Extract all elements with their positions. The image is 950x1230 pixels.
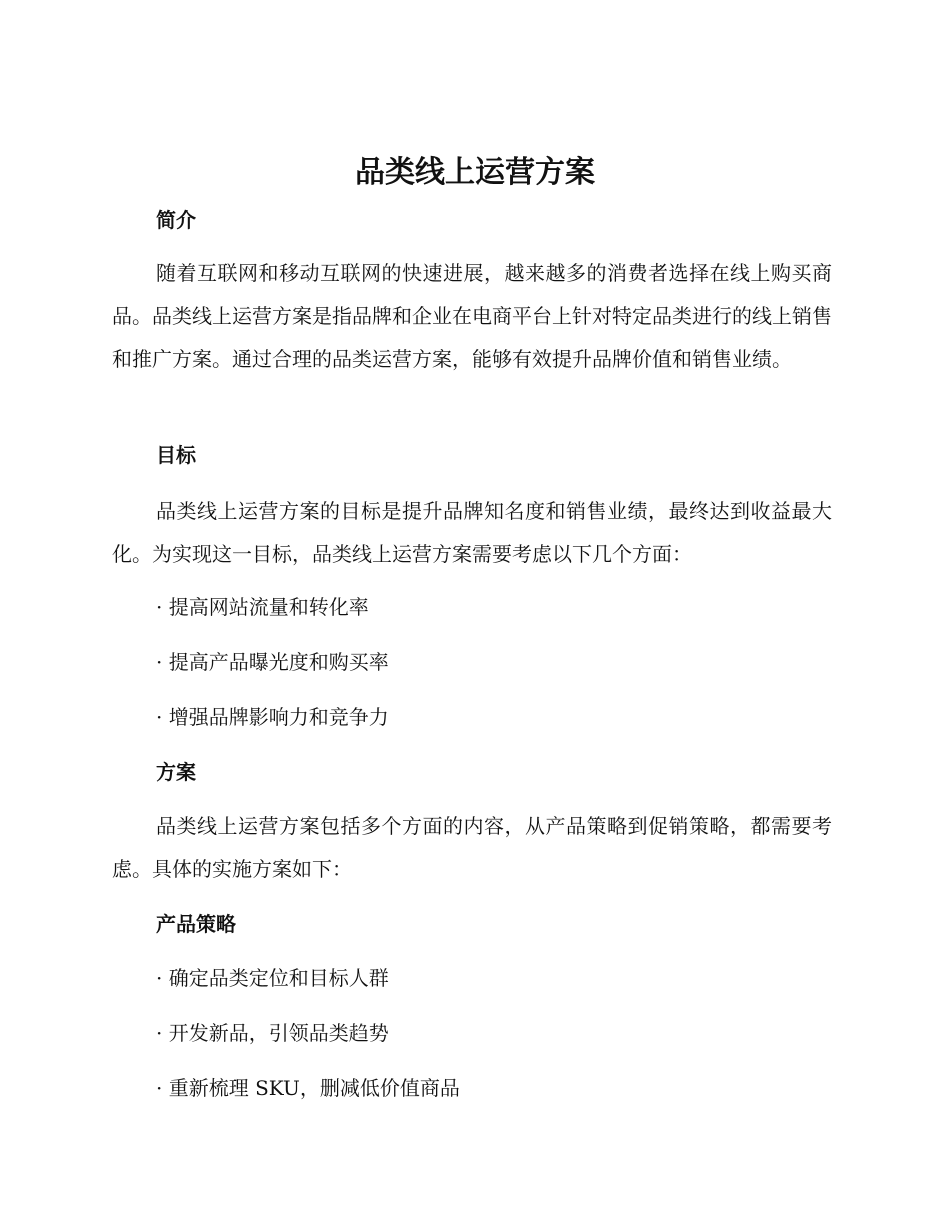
product-bullet-item: · 开发新品，引领品类趋势: [156, 1021, 389, 1045]
goal-paragraph: 品类线上运营方案的目标是提升品牌知名度和销售业绩，最终达到收益最大化。为实现这一目标，品类线上运营方案需要考虑以下几个方面：: [112, 499, 832, 566]
goal-bullet-item: · 增强品牌影响力和竞争力: [156, 705, 389, 729]
goal-bullet-item: · 提高网站流量和转化率: [156, 595, 369, 619]
section-heading-plan: 方案: [156, 760, 196, 784]
section-heading-intro: 简介: [156, 208, 196, 232]
intro-paragraph: 随着互联网和移动互联网的快速进展，越来越多的消费者选择在线上购买商品。品类线上运营方案是指品牌和企业在电商平台上针对特定品类进行的线上销售和推广方案。通过合理的品类运营方案，能够有效提升品牌价值和销售业绩。: [112, 261, 832, 371]
product-bullet-item: · 确定品类定位和目标人群: [156, 966, 389, 990]
product-bullet-item: · 重新梳理 SKU，删减低价值商品: [156, 1076, 460, 1100]
section-heading-goal: 目标: [156, 443, 196, 467]
section-heading-product: 产品策略: [156, 912, 236, 936]
goal-bullet-item: · 提高产品曝光度和购买率: [156, 650, 389, 674]
plan-paragraph: 品类线上运营方案包括多个方面的内容，从产品策略到促销策略，都需要考虑。具体的实施方案如下：: [112, 814, 832, 881]
document-title: 品类线上运营方案: [355, 155, 595, 190]
